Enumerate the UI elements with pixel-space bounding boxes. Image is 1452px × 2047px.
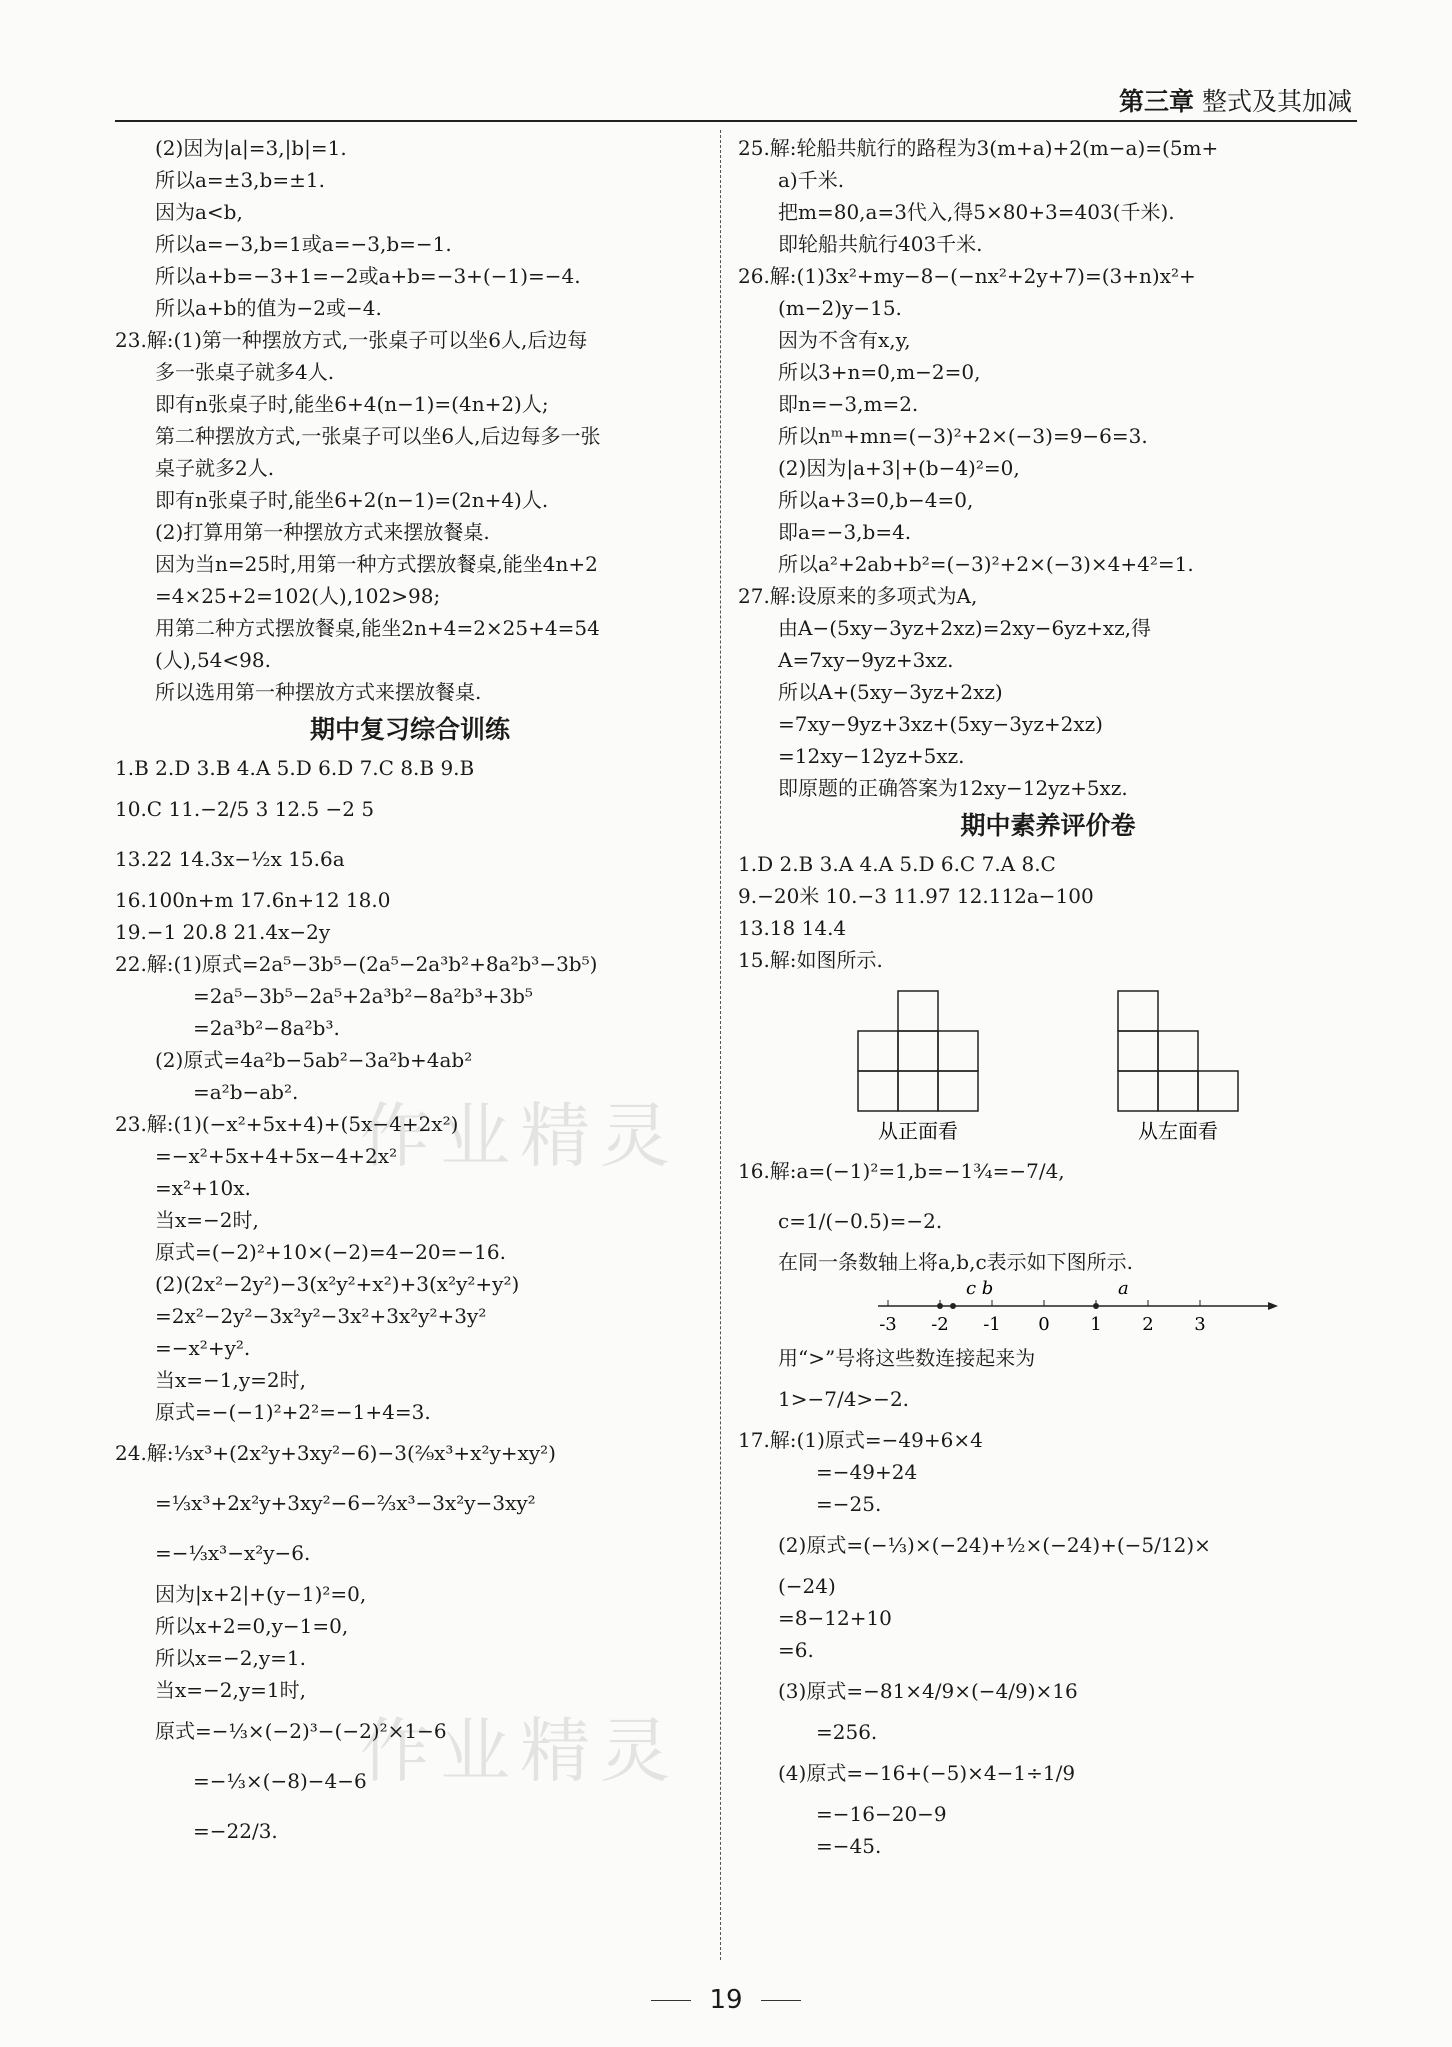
text-line: 所以a+b的值为−2或−4. (155, 296, 382, 320)
question-25: 25.解:轮船共航行的路程为3(m+a)+2(m−a)=(5m+ (738, 136, 1219, 160)
column-divider (720, 130, 721, 1960)
number-line (738, 1278, 1358, 1342)
text-line: 因为当n=25时,用第一种方式摆放餐桌,能坐4n+2 (155, 552, 598, 576)
chapter-header (1119, 82, 1352, 118)
text-line: =256. (816, 1720, 878, 1744)
text-line: =−22/3. (193, 1819, 278, 1843)
tick-label: 3 (1194, 1314, 1206, 1335)
text-line: 即a=−3,b=4. (778, 520, 912, 544)
text-line: =x²+10x. (155, 1176, 251, 1200)
text-line: c=1/(−0.5)=−2. (778, 1209, 943, 1233)
axis-arrow (1268, 1302, 1278, 1310)
text-line: 原式=(−2)²+10×(−2)=4−20=−16. (155, 1240, 506, 1264)
left-view-cell (1158, 1031, 1198, 1071)
number-line-svg (738, 1278, 1358, 1342)
text-line: 因为不含有x,y, (778, 328, 911, 352)
text-line: =2a³b²−8a²b³. (193, 1016, 340, 1040)
text-line: 所以3+n=0,m−2=0, (778, 360, 981, 384)
text-line: 当x=−2,y=1时, (155, 1678, 307, 1702)
text-line: =−x²+5x+4+5x−4+2x² (155, 1144, 398, 1168)
text-line: =4×25+2=102(人),102>98; (155, 584, 441, 608)
text-line: 用第二种方式摆放餐桌,能坐2n+4=2×25+4=54 (155, 616, 600, 640)
left-view-label: 从左面看 (1138, 1119, 1218, 1143)
text-line: 原式=−⅓×(−2)³−(−2)²×1−6 (155, 1719, 447, 1743)
text-line: =7xy−9yz+3xz+(5xy−3yz+2xz) (778, 712, 1103, 736)
text-line: =⅓x³+2x²y+3xy²−6−⅔x³−3x²y−3xy² (155, 1491, 536, 1515)
answer-line: 1.D 2.B 3.A 4.A 5.D 6.C 7.A 8.C (738, 852, 1056, 876)
cb-label: c b (966, 1278, 994, 1299)
text-line: 所以a+3=0,b−4=0, (778, 488, 974, 512)
footer-rule (761, 2000, 801, 2001)
text-line: (−24) (778, 1574, 836, 1598)
left-view-cell (1198, 1071, 1238, 1111)
watermark: 作业精灵 (360, 1710, 680, 1792)
front-view-cell (938, 1031, 978, 1071)
answer-line: 13.22 14.3x−½x 15.6a (115, 847, 345, 871)
question-22: 22.解:(1)原式=2a⁵−3b⁵−(2a⁵−2a³b²+8a²b³−3b⁵) (115, 952, 598, 976)
tick-label: 1 (1090, 1314, 1102, 1335)
text-line: 所以a=−3,b=1或a=−3,b=−1. (155, 232, 452, 256)
header-rule (115, 120, 1357, 122)
text-line: 1>−7/4>−2. (778, 1387, 910, 1411)
text-line: =2x²−2y²−3x²y²−3x²+3x²y²+3y² (155, 1304, 487, 1328)
right-column (738, 132, 1358, 1862)
answer-line: 15.解:如图所示. (738, 948, 883, 972)
answer-line: 16.100n+m 17.6n+12 18.0 (115, 888, 391, 912)
front-view-cell (938, 1071, 978, 1111)
text-line: 所以A+(5xy−3yz+2xz) (778, 680, 1003, 704)
section-title-midterm-review: 期中复习综合训练 (309, 715, 510, 744)
text-line: 即n=−3,m=2. (778, 392, 919, 416)
left-view-cell (1118, 991, 1158, 1031)
text-line: 当x=−2时, (155, 1208, 259, 1232)
text-line: (2)(2x²−2y²)−3(x²y²+x²)+3(x²y²+y²) (155, 1272, 520, 1296)
text-line: (4)原式=−16+(−5)×4−1÷1/9 (778, 1761, 1076, 1785)
front-view-label: 从正面看 (878, 1119, 958, 1143)
text-line: 在同一条数轴上将a,b,c表示如下图所示. (778, 1250, 1133, 1274)
question-27: 27.解:设原来的多项式为A, (738, 584, 978, 608)
front-view-cell (898, 991, 938, 1031)
text-line: a)千米. (778, 168, 845, 192)
text-line: 所以x=−2,y=1. (155, 1646, 307, 1670)
left-view-cell (1118, 1071, 1158, 1111)
text-line: 用“>”号将这些数连接起来为 (778, 1346, 1036, 1370)
text-line: (2)打算用第一种摆放方式来摆放餐桌. (155, 520, 490, 544)
answer-line: 19.−1 20.8 21.4x−2y (115, 920, 331, 944)
three-view-figure (738, 976, 1358, 1146)
question-23: 23.解:(1)第一种摆放方式,一张桌子可以坐6人,后边每 (115, 328, 588, 352)
page-footer (0, 1985, 1452, 2015)
text-line: 所以a²+2ab+b²=(−3)²+2×(−3)×4+4²=1. (778, 552, 1194, 576)
text-line: =−⅓×(−8)−4−6 (193, 1769, 367, 1793)
text-line: =6. (778, 1638, 814, 1662)
text-line: 多一张桌子就多4人. (155, 360, 335, 384)
text-line: 因为a<b, (155, 200, 243, 224)
question-17: 17.解:(1)原式=−49+6×4 (738, 1428, 983, 1452)
text-line: =−25. (816, 1492, 882, 1516)
front-view-cell (858, 1031, 898, 1071)
left-view-cell (1158, 1071, 1198, 1111)
tick-label: -1 (983, 1314, 1001, 1335)
text-line: (2)因为|a|=3,|b|=1. (155, 136, 347, 160)
answer-line: 9.−20米 10.−3 11.97 12.112a−100 (738, 884, 1094, 908)
answer-line: 10.C 11.−2/5 3 12.5 −2 5 (115, 797, 375, 821)
question-26: 26.解:(1)3x²+my−8−(−nx²+2y+7)=(3+n)x²+ (738, 264, 1196, 288)
section-title-midterm-evaluation: 期中素养评价卷 (960, 811, 1136, 840)
text-line: 第二种摆放方式,一张桌子可以坐6人,后边每多一张 (155, 424, 601, 448)
text-line: A=7xy−9yz+3xz. (778, 648, 954, 672)
footer-rule (651, 2000, 691, 2001)
number-point (1093, 1303, 1099, 1309)
text-line: 所以选用第一种摆放方式来摆放餐桌. (155, 680, 482, 704)
left-column (115, 132, 705, 1856)
number-point (950, 1303, 956, 1309)
text-line: 由A−(5xy−3yz+2xz)=2xy−6yz+xz,得 (778, 616, 1152, 640)
text-line: 即轮船共航行403千米. (778, 232, 983, 256)
text-line: =−16−20−9 (816, 1802, 947, 1826)
front-view-cell (898, 1031, 938, 1071)
text-line: 原式=−(−1)²+2²=−1+4=3. (155, 1400, 431, 1424)
front-view-cell (898, 1071, 938, 1111)
text-line: =−x²+y². (155, 1336, 251, 1360)
text-line: =12xy−12yz+5xz. (778, 744, 965, 768)
text-line: =−49+24 (816, 1460, 918, 1484)
text-line: 即有n张桌子时,能坐6+4(n−1)=(4n+2)人; (155, 392, 549, 416)
text-line: (2)原式=(−⅓)×(−24)+½×(−24)+(−5/12)× (778, 1533, 1211, 1557)
left-view-cell (1118, 1031, 1158, 1071)
chapter-label: 第三章 (1119, 87, 1195, 116)
text-line: (3)原式=−81×4/9×(−4/9)×16 (778, 1679, 1078, 1703)
text-line: 即有n张桌子时,能坐6+2(n−1)=(2n+4)人. (155, 488, 549, 512)
a-label: a (1118, 1278, 1129, 1299)
text-line: =2a⁵−3b⁵−2a⁵+2a³b²−8a²b³+3b⁵ (193, 984, 533, 1008)
text-line: 因为|x+2|+(y−1)²=0, (155, 1582, 367, 1606)
text-line: =−⅓x³−x²y−6. (155, 1541, 311, 1565)
text-line: =8−12+10 (778, 1606, 892, 1630)
text-line: (人),54<98. (155, 648, 271, 672)
tick-label: 0 (1038, 1314, 1050, 1335)
text-line: (2)因为|a+3|+(b−4)²=0, (778, 456, 1020, 480)
chapter-title: 整式及其加减 (1201, 87, 1352, 116)
text-line: =−45. (816, 1834, 882, 1858)
text-line: 所以a+b=−3+1=−2或a+b=−3+(−1)=−4. (155, 264, 581, 288)
text-line: 所以a=±3,b=±1. (155, 168, 325, 192)
watermark: 作业精灵 (360, 1095, 680, 1177)
question-24: 24.解:⅓x³+(2x²y+3xy²−6)−3(²⁄₉x³+x²y+xy²) (115, 1441, 556, 1465)
text-line: 桌子就多2人. (155, 456, 275, 480)
question-16: 16.解:a=(−1)²=1,b=−1¾=−7/4, (738, 1159, 1065, 1183)
tick-label: -3 (879, 1314, 897, 1335)
text-line: 所以x+2=0,y−1=0, (155, 1614, 349, 1638)
text-line: (m−2)y−15. (778, 296, 902, 320)
text-line: 所以nᵐ+mn=(−3)²+2×(−3)=9−6=3. (778, 424, 1148, 448)
question-23b: 23.解:(1)(−x²+5x+4)+(5x−4+2x²) (115, 1112, 459, 1136)
page-number: 19 (709, 1985, 743, 2015)
tick-label: 2 (1142, 1314, 1154, 1335)
text-line: 把m=80,a=3代入,得5×80+3=403(千米). (778, 200, 1175, 224)
text-line: (2)原式=4a²b−5ab²−3a²b+4ab² (155, 1048, 473, 1072)
front-view-cell (858, 1071, 898, 1111)
text-line: =a²b−ab². (193, 1080, 299, 1104)
tick-label: -2 (931, 1314, 949, 1335)
answer-line: 1.B 2.D 3.B 4.A 5.D 6.D 7.C 8.B 9.B (115, 756, 475, 780)
block-views-svg (738, 976, 1358, 1146)
text-line: 即原题的正确答案为12xy−12yz+5xz. (778, 776, 1128, 800)
text-line: 当x=−1,y=2时, (155, 1368, 307, 1392)
answer-line: 13.18 14.4 (738, 916, 847, 940)
number-point (937, 1303, 943, 1309)
